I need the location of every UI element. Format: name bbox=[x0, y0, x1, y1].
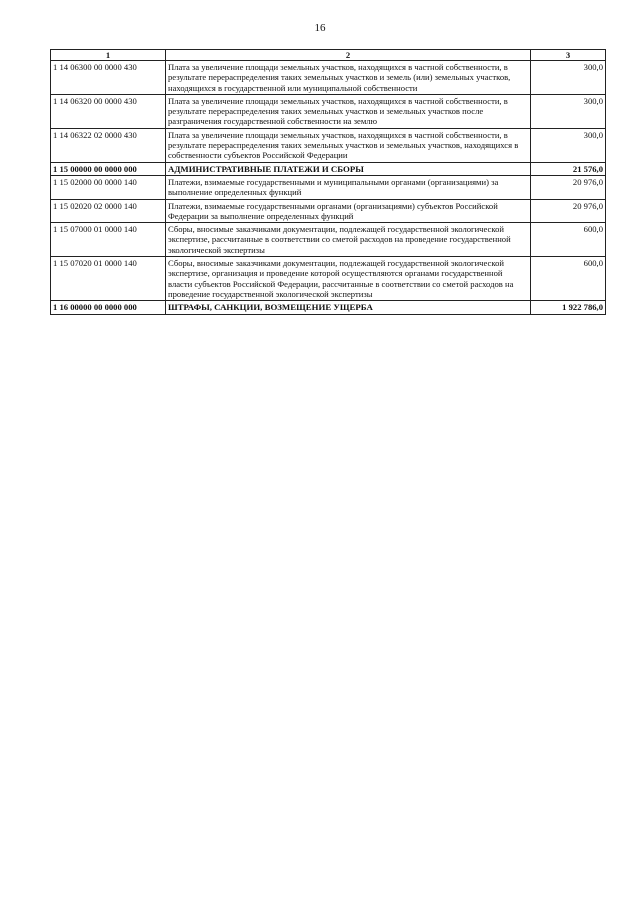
name-cell: Платежи, взимаемые государственными и муниципальными органами (организациями) за выполнение определенных функций bbox=[166, 175, 531, 199]
code-cell: 1 16 00000 00 0000 000 bbox=[51, 301, 166, 314]
table-row bbox=[51, 257, 606, 301]
table-header-row bbox=[51, 50, 606, 61]
column-header-amount: 3 bbox=[531, 50, 606, 61]
amount-cell: 20 976,0 bbox=[531, 199, 606, 223]
table-row bbox=[51, 61, 606, 95]
code-cell: 1 14 06320 00 0000 430 bbox=[51, 94, 166, 128]
name-cell: Плата за увеличение площади земельных участков, находящихся в частной собственности, в результате перераспределения таких земельных участков и земельных участков, находящихся в собственности субъектов Российской Федерации bbox=[166, 128, 531, 162]
name-cell: Платежи, взимаемые государственными органами (организациями) субъектов Российской Федерации за выполнение определенных функций bbox=[166, 199, 531, 223]
table-row bbox=[51, 175, 606, 199]
table-row bbox=[51, 128, 606, 162]
table-body bbox=[51, 61, 606, 315]
amount-cell: 600,0 bbox=[531, 223, 606, 257]
page-number: 16 bbox=[314, 22, 326, 34]
code-cell: 1 15 00000 00 0000 000 bbox=[51, 162, 166, 175]
code-cell: 1 15 07000 01 0000 140 bbox=[51, 223, 166, 257]
column-header-name: 2 bbox=[166, 50, 531, 61]
budget-table bbox=[50, 49, 606, 315]
table-row bbox=[51, 223, 606, 257]
amount-cell: 300,0 bbox=[531, 61, 606, 95]
code-cell: 1 15 02000 00 0000 140 bbox=[51, 175, 166, 199]
name-cell: ШТРАФЫ, САНКЦИИ, ВОЗМЕЩЕНИЕ УЩЕРБА bbox=[166, 301, 531, 314]
name-cell: АДМИНИСТРАТИВНЫЕ ПЛАТЕЖИ И СБОРЫ bbox=[166, 162, 531, 175]
amount-cell: 600,0 bbox=[531, 257, 606, 301]
table-row bbox=[51, 301, 606, 314]
amount-cell: 21 576,0 bbox=[531, 162, 606, 175]
name-cell: Сборы, вносимые заказчиками документации, подлежащей государственной экологической экспертизе, организация и проведение которой осуществляются органами государственной власти субъектов Российской Федерации, рассчитанные в соответствии со сметой расходов на проведение государственной экологической экспертизы bbox=[166, 257, 531, 301]
code-cell: 1 14 06322 02 0000 430 bbox=[51, 128, 166, 162]
column-header-code: 1 bbox=[51, 50, 166, 61]
code-cell: 1 15 07020 01 0000 140 bbox=[51, 257, 166, 301]
table-row bbox=[51, 94, 606, 128]
table-row bbox=[51, 199, 606, 223]
name-cell: Плата за увеличение площади земельных участков, находящихся в частной собственности, в результате перераспределения таких земельных участков и земельных участков после разграничения государственной собственности на землю bbox=[166, 94, 531, 128]
code-cell: 1 15 02020 02 0000 140 bbox=[51, 199, 166, 223]
amount-cell: 300,0 bbox=[531, 128, 606, 162]
amount-cell: 1 922 786,0 bbox=[531, 301, 606, 314]
amount-cell: 20 976,0 bbox=[531, 175, 606, 199]
name-cell: Сборы, вносимые заказчиками документации, подлежащей государственной экологической экспертизе, рассчитанные в соответствии со сметой расходов на проведение государственной экологической экспертизы bbox=[166, 223, 531, 257]
amount-cell: 300,0 bbox=[531, 94, 606, 128]
table-row bbox=[51, 162, 606, 175]
name-cell: Плата за увеличение площади земельных участков, находящихся в частной собственности, в результате перераспределения таких земельных участков и земель (или) земельных участков, находящихся в государственной или муниципальной собственности bbox=[166, 61, 531, 95]
code-cell: 1 14 06300 00 0000 430 bbox=[51, 61, 166, 95]
